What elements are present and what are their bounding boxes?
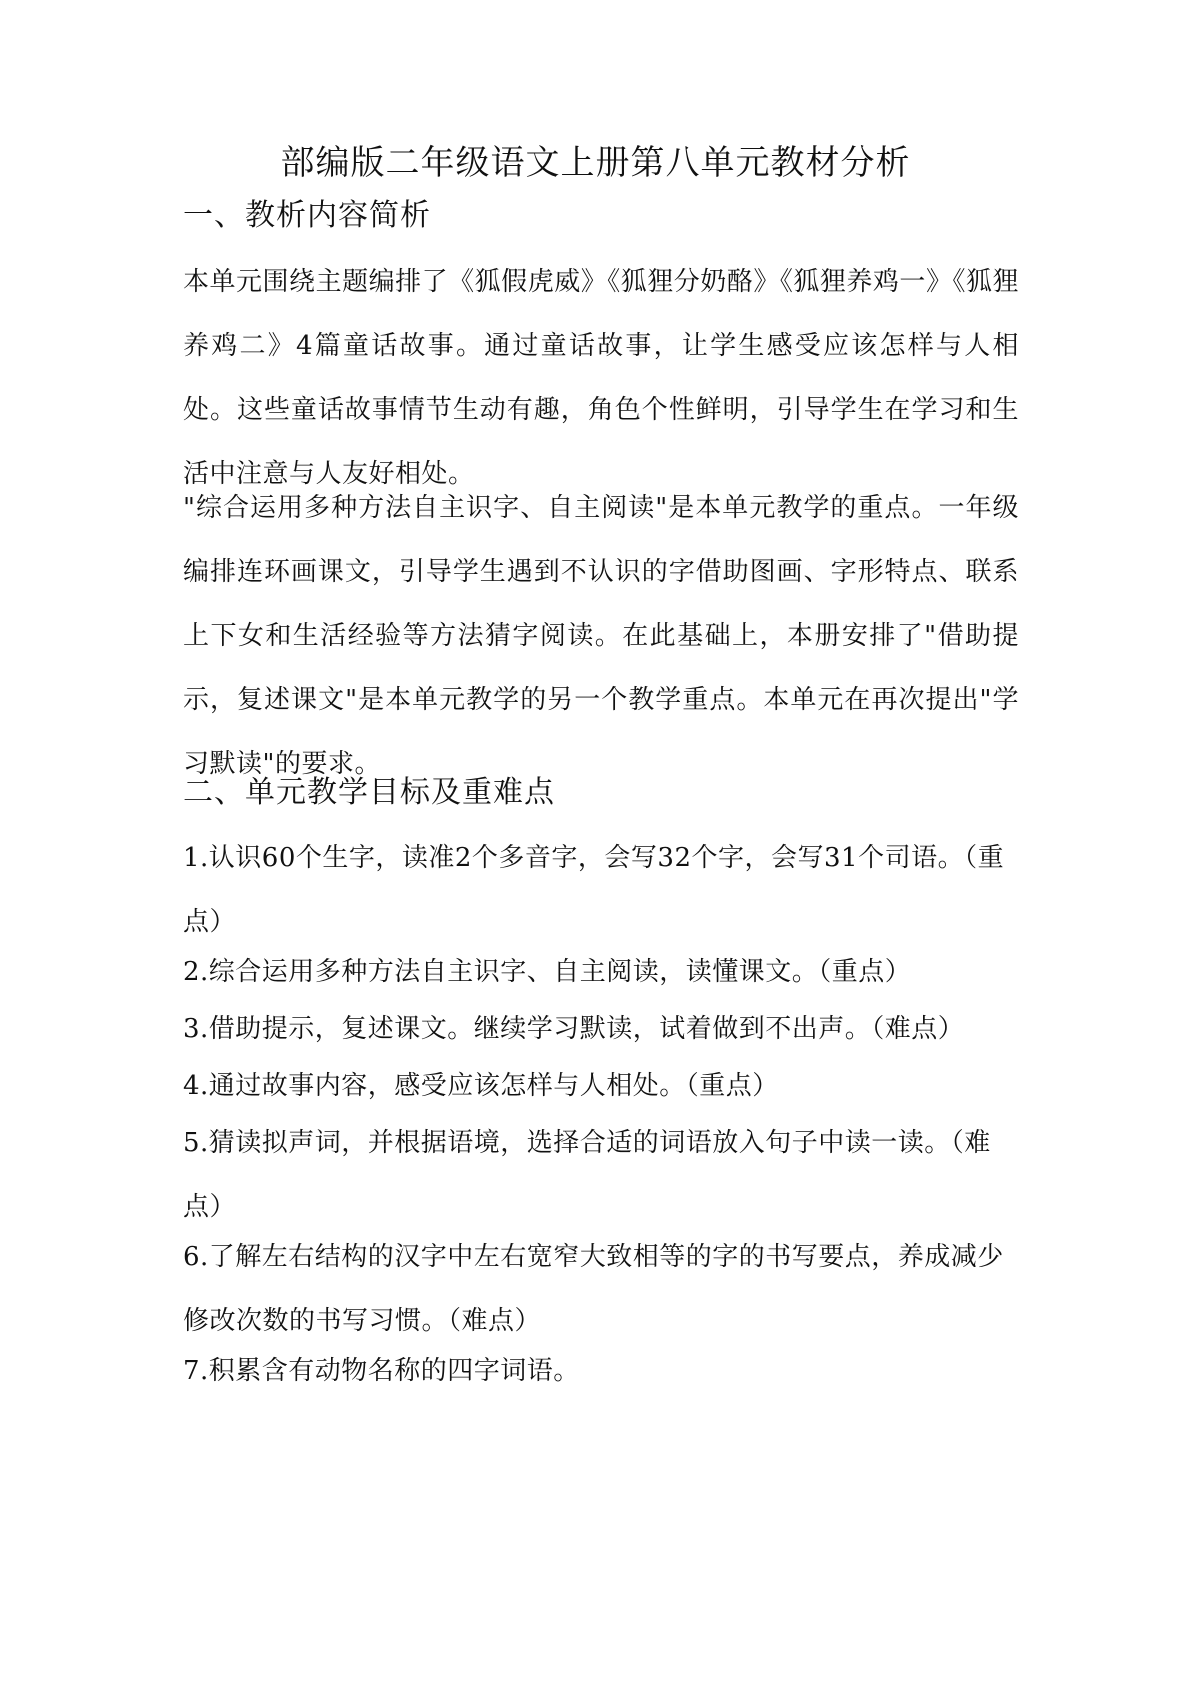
objective-item-4: 4.通过故事内容，感受应该怎样与人相处。（重点） <box>183 1071 779 1101</box>
paragraph-unit-overview: 本单元围绕主题编排了《狐假虎威》《狐狸分奶酪》《狐狸养鸡一》《狐狸养鸡二》4篇童话故事。通过童话故事，让学生感受应该怎样与人相处。这些童话故事情节生动有趣，角色个性鲜明，引导学生在学习和生活中注意与人友好相处。 <box>183 267 1019 489</box>
objective-item-3: 3.借助提示，复述课文。继续学习默读，试着做到不出声。（难点） <box>183 1014 965 1044</box>
objective-item-7: 7.积累含有动物名称的四字词语。 <box>183 1356 580 1386</box>
objective-item-1: 1.认识60个生字，读准2个多音字，会写32个字，会写31个司语。（重点） <box>183 843 1005 937</box>
document-title: 部编版二年级语文上册第八单元教材分析 <box>280 143 911 183</box>
objective-item-5: 5.猜读拟声词，并根据语境，选择合适的词语放入句子中读一读。（难点） <box>183 1128 991 1222</box>
paragraph-teaching-focus: "综合运用多种方法自主识字、自主阅读"是本单元教学的重点。一年级编排连环画课文，引导学生遇到不认识的字借助图画、字形特点、联系上下女和生活经验等方法猜字阅读。在此基础上，本册安排了"借助提示，复述课文"是本单元教学的另一个教学重点。本单元在再次提出"学习默读"的要求。 <box>183 493 1019 779</box>
section-heading-content-analysis: 一、教析内容简析 <box>183 198 431 233</box>
objective-item-6: 6.了解左右结构的汉字中左右宽窄大致相等的字的书写要点，养成减少修改次数的书写习惯。（难点） <box>183 1242 1004 1336</box>
section-heading-objectives: 二、单元教学目标及重难点 <box>183 775 555 810</box>
objective-item-2: 2.综合运用多种方法自主识字、自主阅读，读懂课文。（重点） <box>183 957 912 987</box>
